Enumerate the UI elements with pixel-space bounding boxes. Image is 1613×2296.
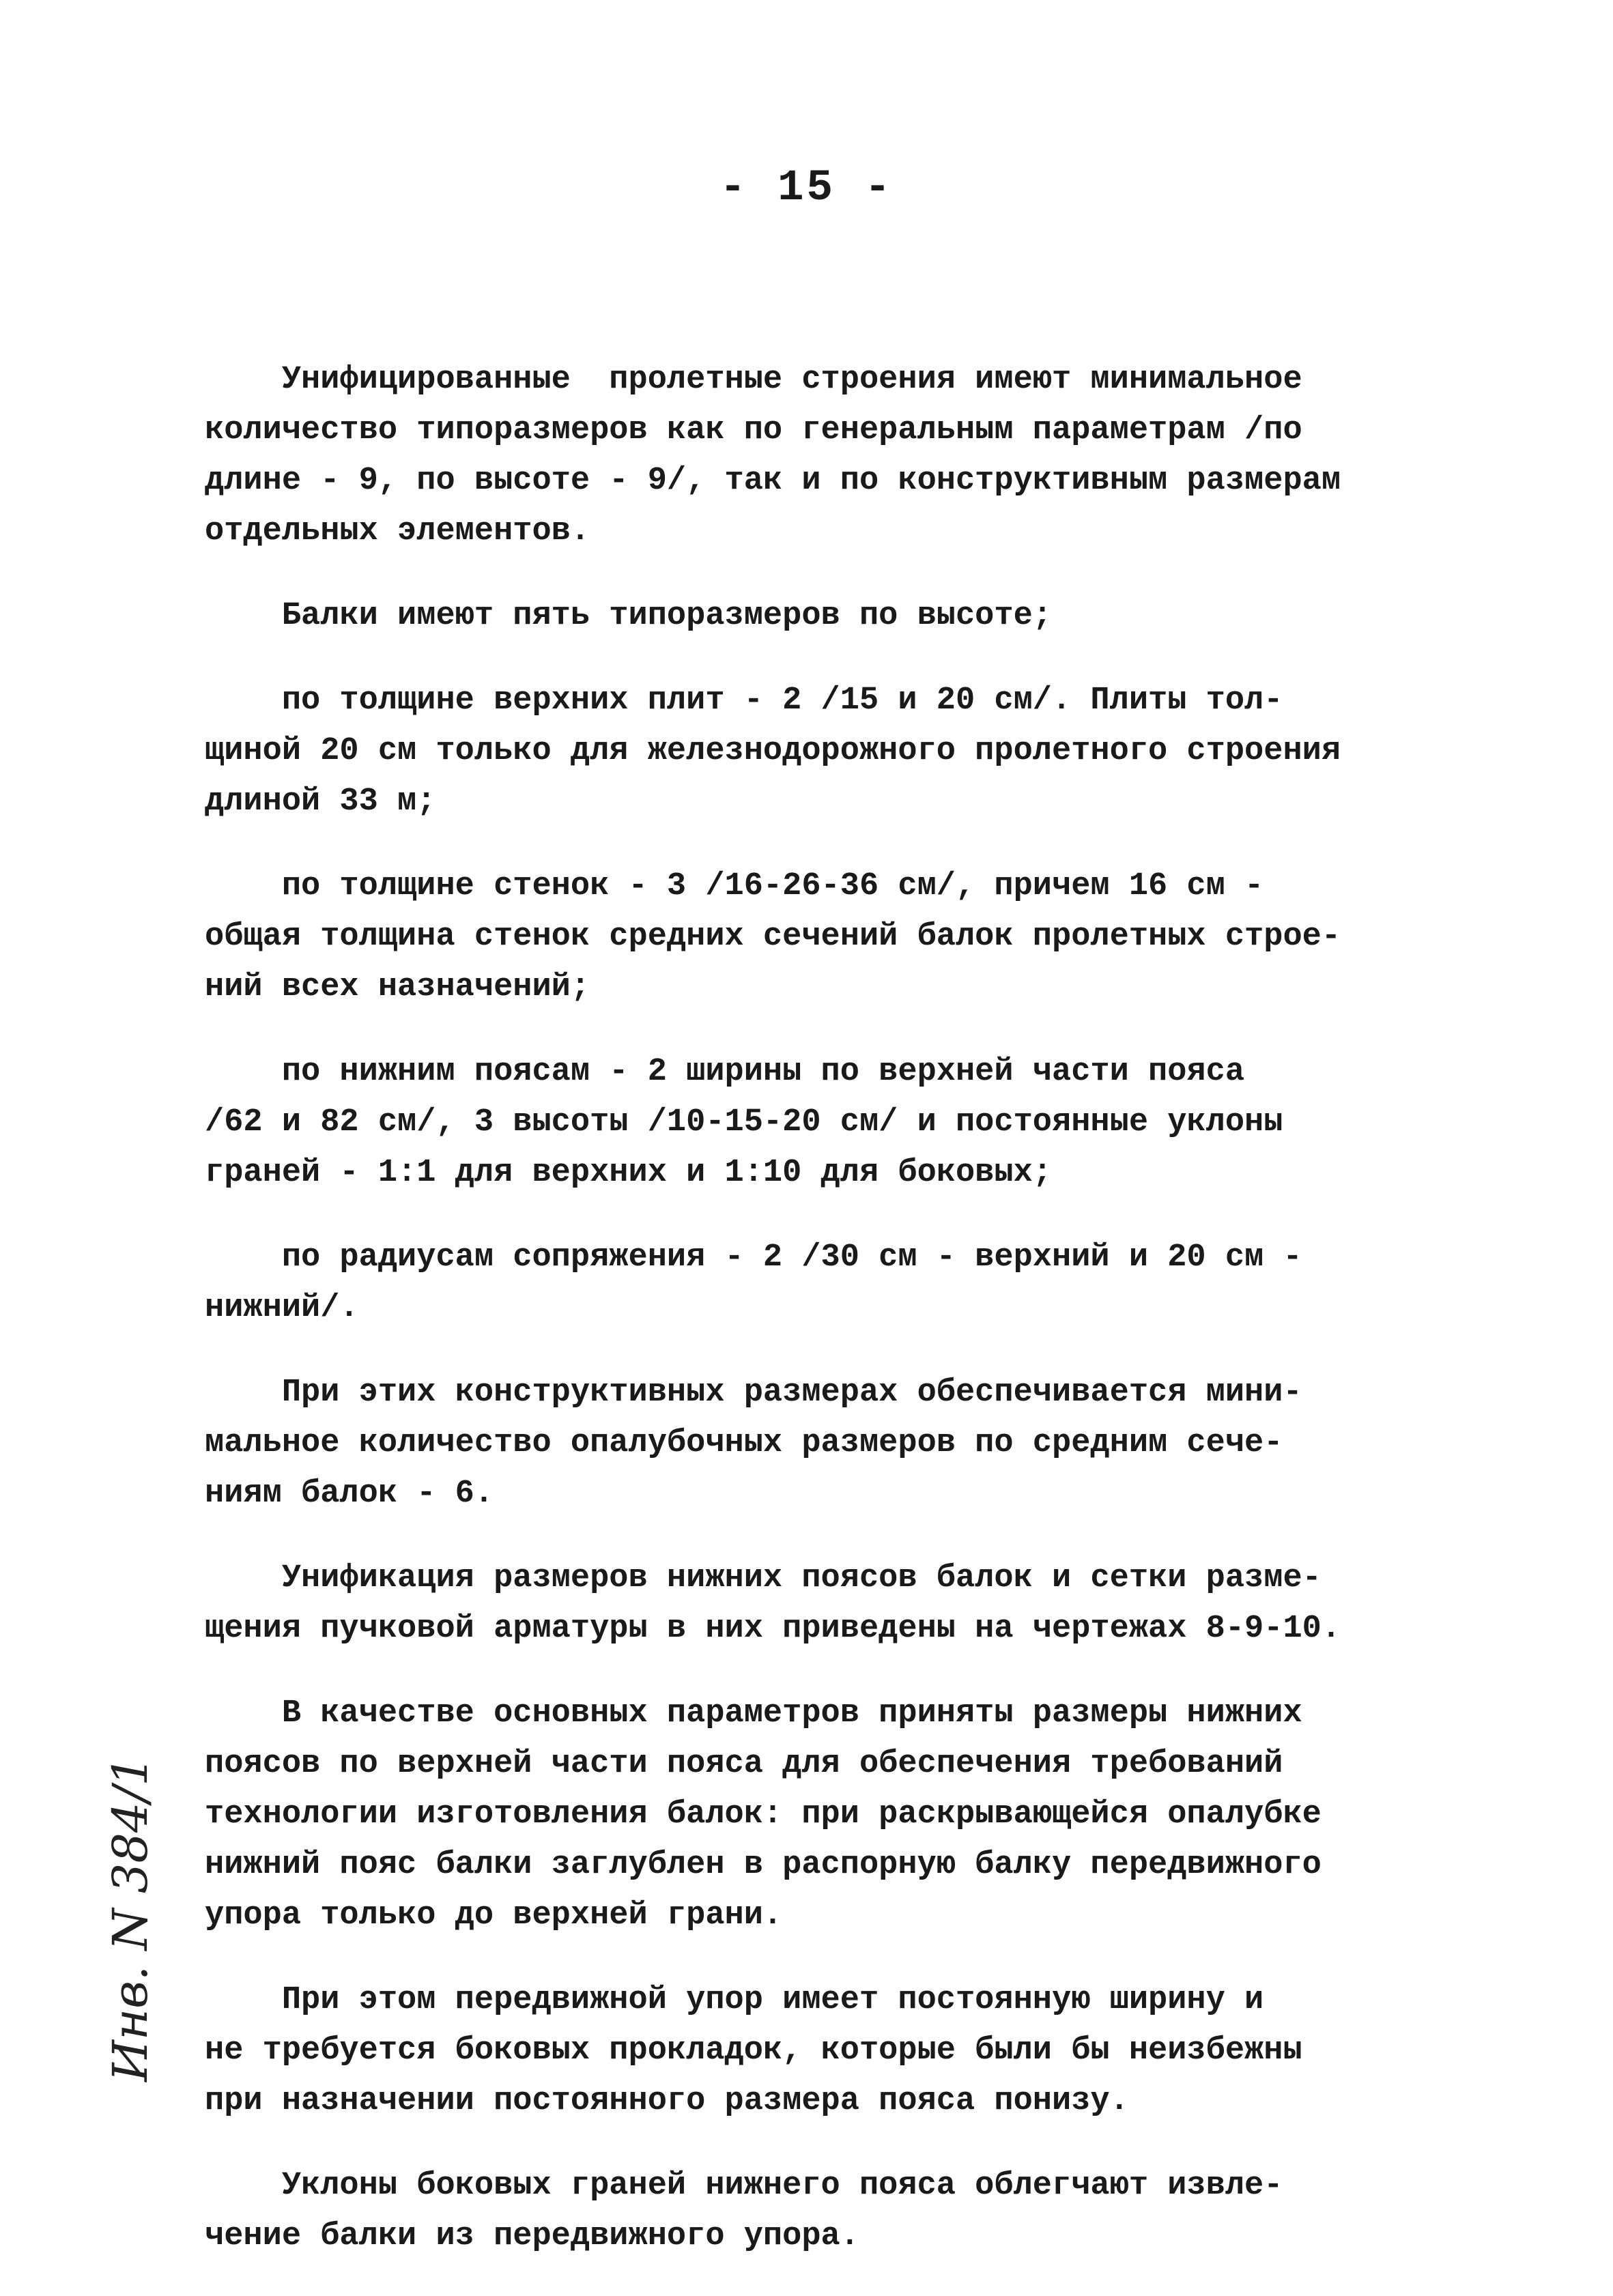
paragraph-beam-sizes: Балки имеют пять типоразмеров по высоте;	[205, 598, 1053, 634]
paragraph-stop-width: При этом передвижной упор имеет постоянную ширину и не требуется боковых прокладок, которые были бы неизбежны при назначении постоянного размера пояса понизу.	[205, 1982, 1302, 2119]
paragraph-slopes: Уклоны боковых граней нижнего пояса облегчают извле- чение балки из передвижного упора.	[205, 2168, 1283, 2254]
paragraph-main-parameters: В качестве основных параметров приняты размеры нижних поясов по верхней части пояса для обеспечения требований технологии изготовления балок: при раскрывающейся опалубке нижний пояс балки заглублен в распорную балку передвижного упора только до верхней грани.	[205, 1695, 1322, 1934]
paragraph-formwork: При этих конструктивных размерах обеспечивается мини- мальное количество опалубочных размеров по средним сече- ниям балок - 6.	[205, 1375, 1302, 1512]
paragraph-drawings-ref: Унификация размеров нижних поясов балок и сетки разме- щения пучковой арматуры в них приведены на чертежах 8-9-10.	[205, 1560, 1341, 1647]
page-number: - 15 -	[719, 164, 894, 213]
document-body	[205, 355, 1515, 2296]
inventory-mark: Инв. N 384/1	[102, 1755, 158, 2082]
paragraph-lower-flanges: по нижним поясам - 2 ширины по верхней части пояса /62 и 82 см/, 3 высоты /10-15-20 см/ и постоянные уклоны граней - 1:1 для верхних и 1:10 для боковых;	[205, 1054, 1283, 1191]
paragraph-slab-thickness: по толщине верхних плит - 2 /15 и 20 см/. Плиты тол- щиной 20 см только для железнодорожного пролетного строения длиной 33 м;	[205, 683, 1341, 820]
paragraph-radii: по радиусам сопряжения - 2 /30 см - верхний и 20 см - нижний/.	[205, 1239, 1302, 1326]
paragraph-wall-thickness: по толщине стенок - 3 /16-26-36 см/, причем 16 см - общая толщина стенок средних сечений балок пролетных строе- ний всех назначений;	[205, 868, 1341, 1005]
paragraph-unification: Унифицированные пролетные строения имеют минимальное количество типоразмеров как по генеральным параметрам /по длине - 9, по высоте - 9/, так и по конструктивным размерам отдельных элементов.	[205, 362, 1341, 549]
